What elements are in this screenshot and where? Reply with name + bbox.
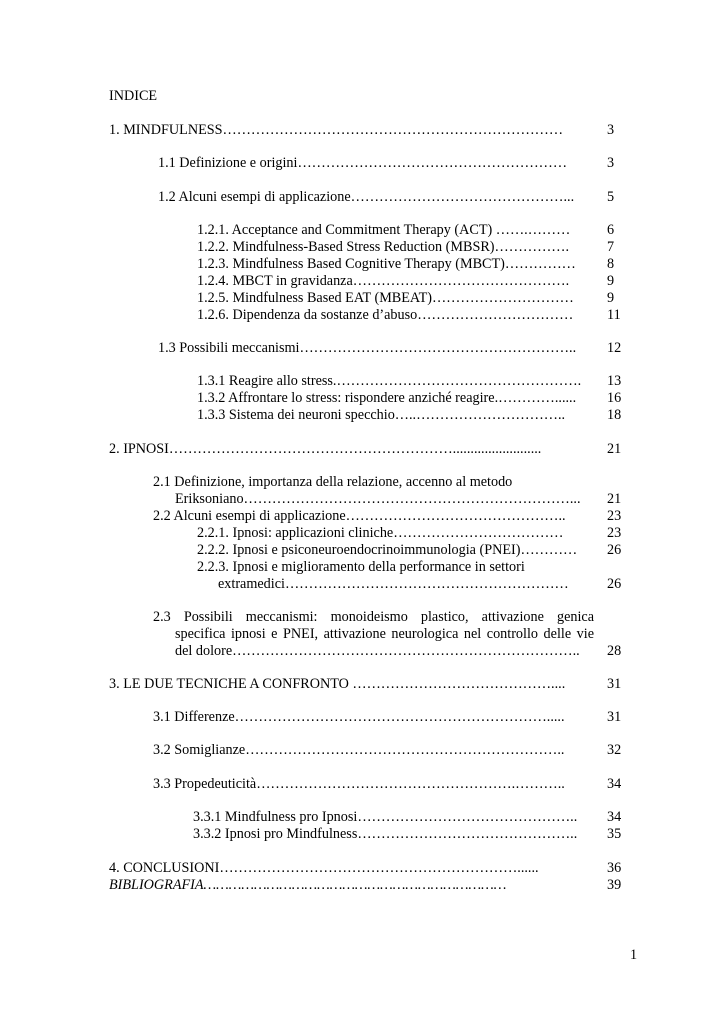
- toc-entry-2-2-1[interactable]: 2.2.1. Ipnosi: applicazioni cliniche………………………………: [197, 525, 564, 541]
- toc-entry-1-2-6[interactable]: 1.2.6. Dipendenza da sostanze d’abuso……………………………: [197, 307, 574, 323]
- toc-page-1-3: 12: [607, 340, 622, 356]
- toc-entry-1-2-2[interactable]: 1.2.2. Mindfulness-Based Stress Reduction (MBSR)…………….: [197, 239, 570, 255]
- toc-entry-2-1-line2[interactable]: Eriksoniano……………………………………………………………...: [175, 491, 581, 507]
- toc-entry-3[interactable]: 3. LE DUE TECNICHE A CONFRONTO ……………………………………....: [109, 676, 566, 692]
- toc-page-1-3-3: 18: [607, 407, 622, 423]
- page-title: INDICE: [109, 88, 158, 104]
- toc-page-1-2-6: 11: [607, 307, 621, 323]
- toc-entry-2-3-line3[interactable]: del dolore………………………………………………………………..: [175, 643, 580, 659]
- toc-entry-3-3-2[interactable]: 3.3.2 Ipnosi pro Mindfulness………………………………………..: [193, 826, 578, 842]
- toc-entry-3-1[interactable]: 3.1 Differenze………………………………………………………….....: [153, 709, 565, 725]
- toc-entry-1-2-1[interactable]: 1.2.1. Acceptance and Commitment Therapy (ACT) …….………: [197, 222, 571, 238]
- toc-page-2-2: 23: [607, 508, 622, 524]
- toc-page-2-2-2: 26: [607, 542, 622, 558]
- toc-entry-1-3-1[interactable]: 1.3.1 Reagire allo stress.…………………………………………….: [197, 373, 582, 389]
- toc-page-2-1: 21: [607, 491, 622, 507]
- toc-entry-1-2[interactable]: 1.2 Alcuni esempi di applicazione………………………………………...: [158, 189, 575, 205]
- toc-page-3-1: 31: [607, 709, 622, 725]
- toc-entry-1-3[interactable]: 1.3 Possibili meccanismi…………………………………………………..: [158, 340, 577, 356]
- toc-page-3-3: 34: [607, 776, 622, 792]
- toc-page-1-2-3: 8: [607, 256, 615, 272]
- toc-page-3: 31: [607, 676, 622, 692]
- toc-entry-2-2-3-line1[interactable]: 2.2.3. Ipnosi e miglioramento della performance in settori: [197, 559, 525, 575]
- toc-page-2-3: 28: [607, 643, 622, 659]
- toc-page-1-2-1: 6: [607, 222, 615, 238]
- toc-entry-3-2[interactable]: 3.2 Somiglianze…………………………………………………………..: [153, 742, 565, 758]
- toc-page-2: 21: [607, 441, 622, 457]
- page-number: 1: [630, 947, 638, 963]
- toc-page-1-3-2: 16: [607, 390, 622, 406]
- toc-page-1-3-1: 13: [607, 373, 622, 389]
- toc-page-bibliografia: 39: [607, 877, 622, 893]
- toc-page-1-2-2: 7: [607, 239, 615, 255]
- toc-entry-bibliografia[interactable]: BIBLIOGRAFIA………………………………………………………………: [109, 877, 507, 893]
- toc-entry-2-2-2[interactable]: 2.2.2. Ipnosi e psiconeuroendocrinoimmunologia (PNEI)…………: [197, 542, 578, 558]
- toc-entry-1-3-3[interactable]: 1.3.3 Sistema dei neuroni specchio…..…………………………..: [197, 407, 566, 423]
- toc-entry-2-2-3-line2[interactable]: extramedici……………………………………………………: [218, 576, 569, 592]
- toc-page-3-3-1: 34: [607, 809, 622, 825]
- toc-page-2-2-1: 23: [607, 525, 622, 541]
- toc-entry-2[interactable]: 2. IPNOSI…………………………………………………….........................: [109, 441, 542, 457]
- toc-page-4: 36: [607, 860, 622, 876]
- toc-page-1: 3: [607, 122, 615, 138]
- toc-page-1-2-4: 9: [607, 273, 615, 289]
- toc-entry-2-3[interactable]: [153, 609, 594, 626]
- toc-page-3-3-2: 35: [607, 826, 622, 842]
- toc-entry-4[interactable]: 4. CONCLUSIONI………………………………………………………......: [109, 860, 539, 876]
- toc-entry-1-2-5[interactable]: 1.2.5. Mindfulness Based EAT (MBEAT)…………………………: [197, 290, 574, 306]
- toc-entry-2-1-line1[interactable]: 2.1 Definizione, importanza della relazione, accenno al metodo: [153, 474, 513, 490]
- toc-entry-1-2-4[interactable]: 1.2.4. MBCT in gravidanza……………………………………….: [197, 273, 570, 289]
- toc-entry-2-3-line2: specifica ipnosi e PNEI, attivazione neurologica nel controllo delle vie: [175, 626, 594, 642]
- toc-entry-3-3[interactable]: 3.3 Propedeuticità……………………………………………….………..: [153, 776, 565, 792]
- toc-page-3-2: 32: [607, 742, 622, 758]
- toc-entry-2-2[interactable]: 2.2 Alcuni esempi di applicazione………………………………………..: [153, 508, 566, 524]
- toc-entry-1-3-2[interactable]: 1.3.2 Affrontare lo stress: rispondere anziché reagire.…………......: [197, 390, 577, 406]
- toc-entry-2-3-line1: 2.3 Possibili meccanismi: monoideismo plastico, attivazione genica: [153, 609, 594, 625]
- toc-entry-1-1[interactable]: 1.1 Definizione e origini…………………………………………………: [158, 155, 568, 171]
- toc-entry-1-2-3[interactable]: 1.2.3. Mindfulness Based Cognitive Therapy (MBCT)……………: [197, 256, 576, 272]
- toc-page-2-2-3: 26: [607, 576, 622, 592]
- toc-entry-2-3-cont[interactable]: [175, 626, 594, 643]
- toc-entry-3-3-1[interactable]: 3.3.1 Mindfulness pro Ipnosi………………………………………..: [193, 809, 578, 825]
- toc-page-1-1: 3: [607, 155, 615, 171]
- toc-page-1-2-5: 9: [607, 290, 615, 306]
- toc-page-1-2: 5: [607, 189, 615, 205]
- toc-entry-1[interactable]: 1. MINDFULNESS………………………………………………………………: [109, 122, 564, 138]
